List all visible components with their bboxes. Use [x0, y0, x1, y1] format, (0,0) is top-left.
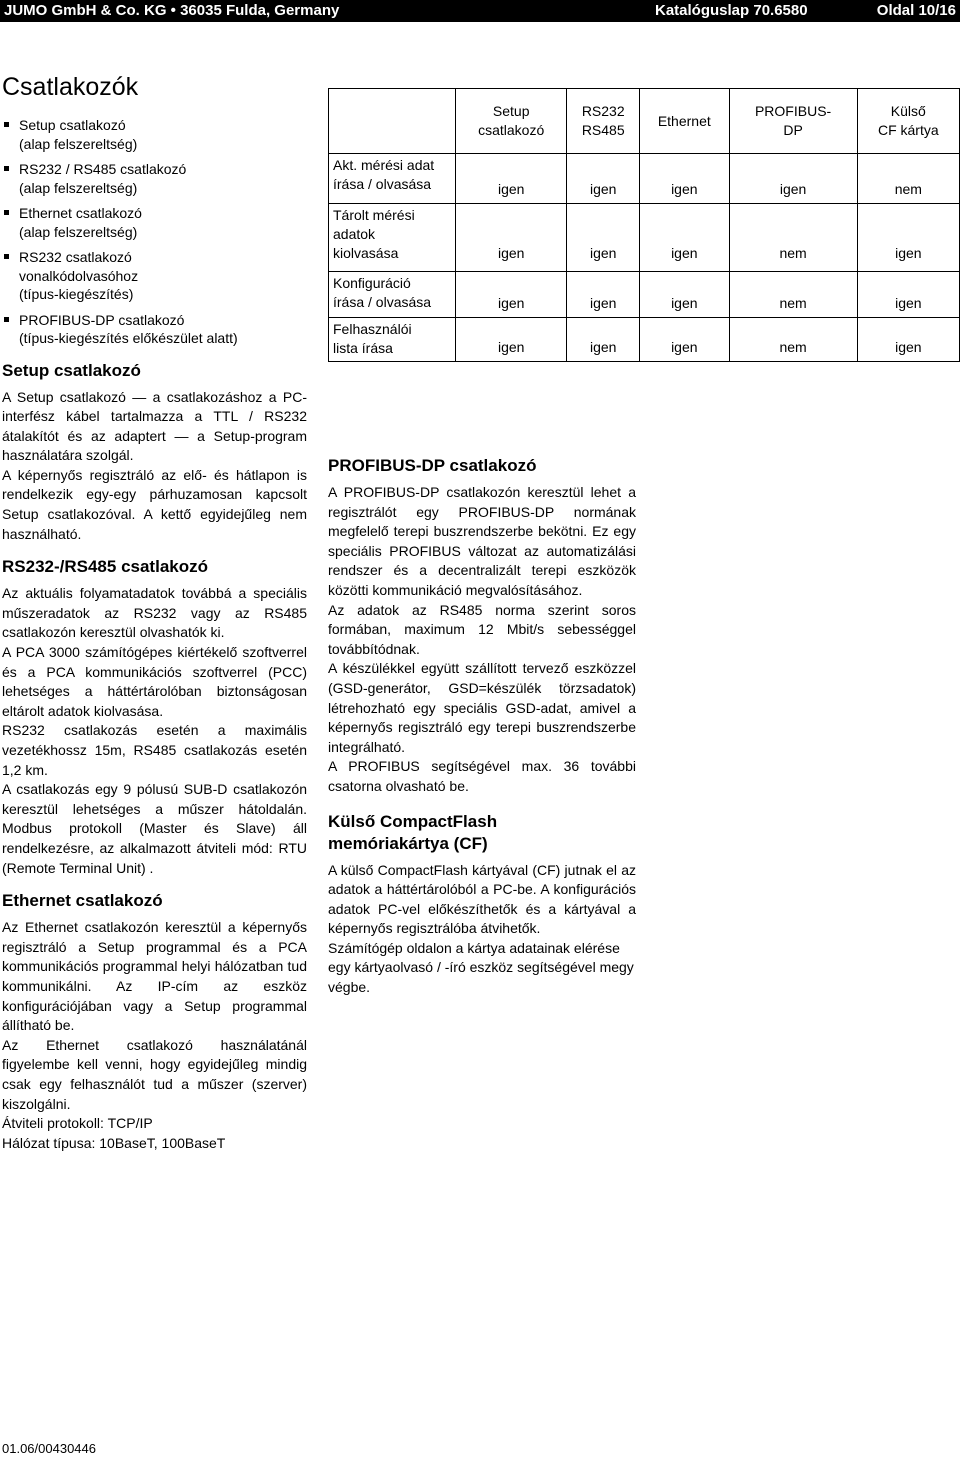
- table-row: [329, 272, 960, 318]
- list-item: PROFIBUS-DP csatlakozó (típus-kiegészítés előkészület alatt): [2, 311, 307, 348]
- table-cell: igen: [567, 154, 640, 204]
- table-cell: igen: [640, 204, 729, 272]
- bullet-icon: [4, 317, 9, 322]
- table-cell: igen: [567, 272, 640, 318]
- rs-paragraph: RS232 csatlakozás esetén a maximális vezetékhossz 15m, RS485 csatlakozás esetén 1,2 km.: [2, 722, 307, 778]
- table-cell: igen: [456, 154, 567, 204]
- header-company: JUMO GmbH & Co. KG • 36035 Fulda, Germany: [4, 2, 340, 19]
- table-cell: nem: [729, 204, 857, 272]
- table-cell: igen: [567, 204, 640, 272]
- ethernet-protocol: Átviteli protokoll: TCP/IP: [2, 1115, 153, 1132]
- table-header: RS232 RS485: [567, 89, 640, 154]
- bullet-icon: [4, 210, 9, 215]
- header-page: Oldal 10/16: [876, 2, 956, 19]
- bullet-icon: [4, 122, 9, 127]
- ethernet-heading: Ethernet csatlakozó: [2, 891, 163, 911]
- cf-paragraph: Számítógép oldalon a kártya adatainak elérése egy kártyaolvasó / -író eszköz segítségével megy végbe.: [328, 939, 634, 996]
- profibus-paragraph: A készülékkel együtt szállított tervező eszközzel (GSD-generátor, GSD=készülék törzsadatok) létrehozható egy speciális GSD-adat, amivel a képernyős regisztráló egy terepi buszrendszerbe integrálható.: [328, 660, 636, 755]
- profibus-heading: PROFIBUS-DP csatlakozó: [328, 456, 537, 475]
- table-cell: igen: [640, 154, 729, 204]
- bullet-icon: [4, 254, 9, 259]
- table-cell: igen: [857, 318, 959, 362]
- rs-heading: RS232-/RS485 csatlakozó: [2, 557, 208, 577]
- row-label: Akt. mérési adat írása / olvasása: [329, 154, 456, 204]
- interface-table: [328, 88, 960, 362]
- table-header: Setup csatlakozó: [456, 89, 567, 154]
- table-cell: igen: [857, 272, 959, 318]
- table-cell: igen: [567, 318, 640, 362]
- document-number: 01.06/00430446: [2, 1441, 96, 1456]
- table-cell: igen: [456, 272, 567, 318]
- page-title: Csatlakozók: [2, 73, 139, 101]
- list-item: Setup csatlakozó (alap felszereltség): [2, 116, 307, 153]
- rs-paragraph: A PCA 3000 számítógépes kiértékelő szoftverrel és a PCA kommunikációs szoftverrel (PCC) lehetséges a háttértárolóban biztonságosan eltárolt adatok kiolvasása.: [2, 644, 307, 719]
- list-item: Ethernet csatlakozó (alap felszereltség): [2, 204, 307, 241]
- ethernet-paragraph: Az Ethernet csatlakozón keresztül a képernyős regisztráló a Setup programmal és a PCA kommunikációs programmal helyi hálózatban tud kommunikálni. Az IP-cím az eszköz konfigurációjában vagy a Setup programmal állítható be.: [2, 919, 307, 1034]
- profibus-paragraph: A PROFIBUS-DP csatlakozón keresztül lehet a regisztrálót egy PROFIBUS-DP normának megfelelő terepi buszrendszerbe bekötni. Ez egy speciális PROFIBUS változat az automatizálási rendszer és a decentralizált terepi eszközök közötti kommunikáció megvalósításához.: [328, 484, 636, 598]
- profibus-paragraph: A PROFIBUS segítségével max. 36 további csatorna olvasható be.: [328, 758, 636, 794]
- list-item: RS232 csatlakozó vonalkódolvasóhoz (típus-kiegészítés): [2, 248, 307, 304]
- table-cell: nem: [729, 318, 857, 362]
- table-cell: nem: [857, 154, 959, 204]
- rs-paragraph: A csatlakozás egy 9 pólusú SUB-D csatlakozón keresztül lehetséges a műszer hátoldalán. Modbus protokoll (Master és Slave) áll rendelkezésre, az alkalmazott átviteli mód: RTU (Remote Terminal Unit) .: [2, 781, 307, 876]
- row-label: Felhasználói lista írása: [329, 318, 456, 362]
- table-cell: nem: [729, 272, 857, 318]
- table-row: [329, 154, 960, 204]
- right-column: [328, 455, 636, 998]
- bullet-icon: [4, 166, 9, 171]
- ethernet-paragraph: Az Ethernet csatlakozó használatánál figyelembe kell venni, hogy egyidejűleg mindig csak egy felhasználót tud a műszer (szerver) kiszolgálni.: [2, 1036, 307, 1112]
- table-cell: igen: [456, 204, 567, 272]
- table-header: PROFIBUS- DP: [729, 89, 857, 154]
- setup-paragraph: A képernyős regisztráló az elő- és hátlapon is rendelkezik egy-egy párhuzamosan kapcsolt Setup csatlakozóval. A kettő egyidejűleg nem használható.: [2, 466, 307, 542]
- table-cell: igen: [640, 318, 729, 362]
- table-cell: igen: [857, 204, 959, 272]
- row-label: Tárolt mérési adatok kiolvasása: [329, 204, 456, 272]
- table-cell: igen: [640, 272, 729, 318]
- feature-list: [2, 116, 307, 348]
- cf-paragraph: A külső CompactFlash kártyával (CF) jutnak el az adatok a háttértárolóból a PC-be. A konfigurációs adatok PC-vel előkészíthetők és a kártyával a képernyős regisztrálóba átvihetők.: [328, 861, 636, 937]
- setup-heading: Setup csatlakozó: [2, 360, 141, 380]
- row-label: Konfiguráció írása / olvasása: [329, 272, 456, 318]
- table-row: [329, 204, 960, 272]
- table-cell: igen: [729, 154, 857, 204]
- setup-paragraph: A Setup csatlakozó — a csatlakozáshoz a PC-interfész kábel tartalmazza a TTL / RS232 átalakítót és az adaptert — a Setup-program használatára szolgál.: [2, 388, 307, 464]
- rs-paragraph: Az aktuális folyamatadatok továbbá a speciális műszeradatok az RS232 vagy az RS485 csatlakozón keresztül olvashatók ki.: [2, 585, 307, 641]
- table-header: Külső CF kártya: [857, 89, 959, 154]
- table-row: [329, 318, 960, 362]
- list-item: RS232 / RS485 csatlakozó (alap felszereltség): [2, 160, 307, 197]
- table-cell: igen: [456, 318, 567, 362]
- page-header: [0, 0, 960, 22]
- ethernet-network-type: Hálózat típusa: 10BaseT, 100BaseT: [2, 1134, 226, 1151]
- cf-heading: Külső CompactFlash memóriakártya (CF): [328, 811, 498, 853]
- profibus-paragraph: Az adatok az RS485 norma szerint soros formában, maximum 12 Mbit/s sebességgel továbbítódnak.: [328, 601, 636, 657]
- table-header: Ethernet: [640, 89, 729, 154]
- left-column: [2, 72, 307, 1153]
- header-sheet: Katalóguslap 70.6580: [655, 2, 808, 19]
- table-header-row: [329, 89, 960, 154]
- table-corner: [329, 89, 456, 154]
